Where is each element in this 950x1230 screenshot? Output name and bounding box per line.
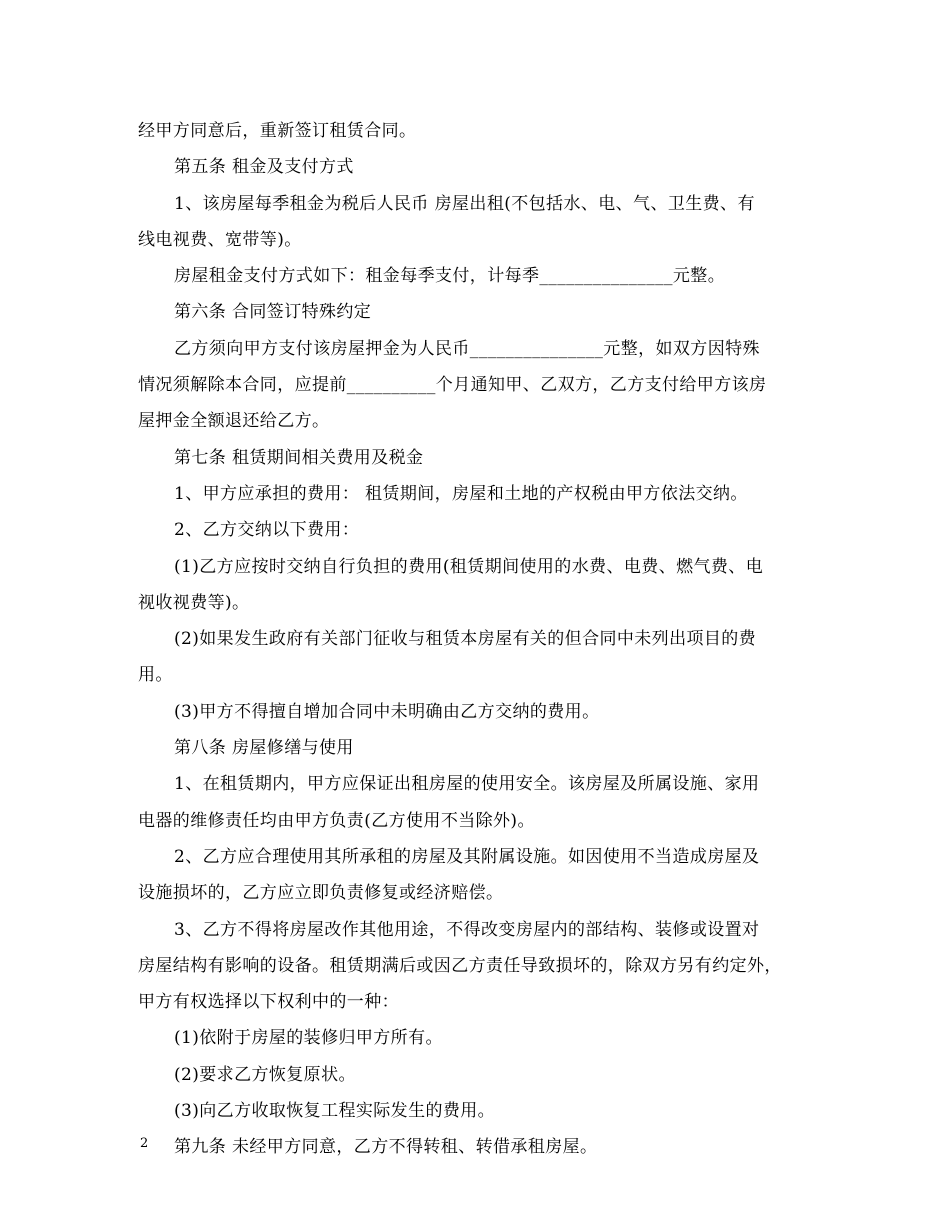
text-line: 屋押金全额退还给乙方。 bbox=[138, 411, 330, 432]
text-line: 1、在租赁期内，甲方应保证出租房屋的使用安全。该房屋及所属设施、家用 bbox=[174, 774, 760, 795]
text-line: 视收视费等)。 bbox=[138, 592, 250, 613]
text-line: 乙方须向甲方支付该房屋押金为人民币_______________元整，如双方因特殊 bbox=[174, 338, 760, 359]
text-line: 甲方有权选择以下权利中的一种： bbox=[138, 992, 399, 1013]
text-line: 第八条 房屋修缮与使用 bbox=[174, 738, 354, 759]
text-line: 线电视费、宽带等)。 bbox=[138, 229, 302, 250]
text-line: 情况须解除本合同，应提前__________个月通知甲、乙双方，乙方支付给甲方该房 bbox=[138, 375, 767, 396]
text-line: 经甲方同意后，重新签订租赁合同。 bbox=[138, 121, 417, 141]
text-line: (3)甲方不得擅自增加合同中未明确由乙方交纳的费用。 bbox=[174, 701, 600, 722]
text-line: 用。 bbox=[138, 665, 173, 686]
text-line: 第九条 未经甲方同意，乙方不得转租、转借承租房屋。 bbox=[174, 1137, 598, 1158]
text-line: 1、甲方应承担的费用： 租赁期间，房屋和土地的产权税由甲方依法交纳。 bbox=[174, 483, 748, 504]
text-line: 设施损坏的，乙方应立即负责修复或经济赔偿。 bbox=[138, 883, 504, 904]
text-line: 第七条 租赁期间相关费用及税金 bbox=[174, 447, 424, 468]
text-line: 2、乙方交纳以下费用： bbox=[174, 520, 360, 541]
page-number: 2 bbox=[140, 1136, 149, 1151]
text-line: 3、乙方不得将房屋改作其他用途，不得改变房屋内的部结构、装修或设置对 bbox=[174, 919, 760, 940]
text-line: 1、该房屋每季租金为税后人民币 房屋出租(不包括水、电、气、卫生费、有 bbox=[174, 193, 755, 214]
text-line: 电器的维修责任均由甲方负责(乙方使用不当除外)。 bbox=[138, 810, 535, 831]
text-line: 房屋结构有影响的设备。租赁期满后或因乙方责任导致损坏的，除双方另有约定外， bbox=[138, 955, 782, 976]
text-line: 第六条 合同签订特殊约定 bbox=[174, 302, 372, 323]
text-line: (2)要求乙方恢复原状。 bbox=[174, 1064, 356, 1085]
document-body bbox=[138, 113, 818, 1166]
text-line: 2、乙方应合理使用其所承租的房屋及其附属设施。如因使用不当造成房屋及 bbox=[174, 846, 760, 867]
text-line: (2)如果发生政府有关部门征收与租赁本房屋有关的但合同中未列出项目的费 bbox=[174, 629, 757, 650]
text-line: (3)向乙方收取恢复工程实际发生的费用。 bbox=[174, 1101, 496, 1122]
text-line: (1)乙方应按时交纳自行负担的费用(租赁期间使用的水费、电费、燃气费、电 bbox=[174, 556, 764, 577]
text-line: 第五条 租金及支付方式 bbox=[174, 157, 354, 178]
text-line: 房屋租金支付方式如下：租金每季支付，计每季_______________元整。 bbox=[174, 266, 726, 287]
text-line: (1)依附于房屋的装修归甲方所有。 bbox=[174, 1028, 443, 1049]
